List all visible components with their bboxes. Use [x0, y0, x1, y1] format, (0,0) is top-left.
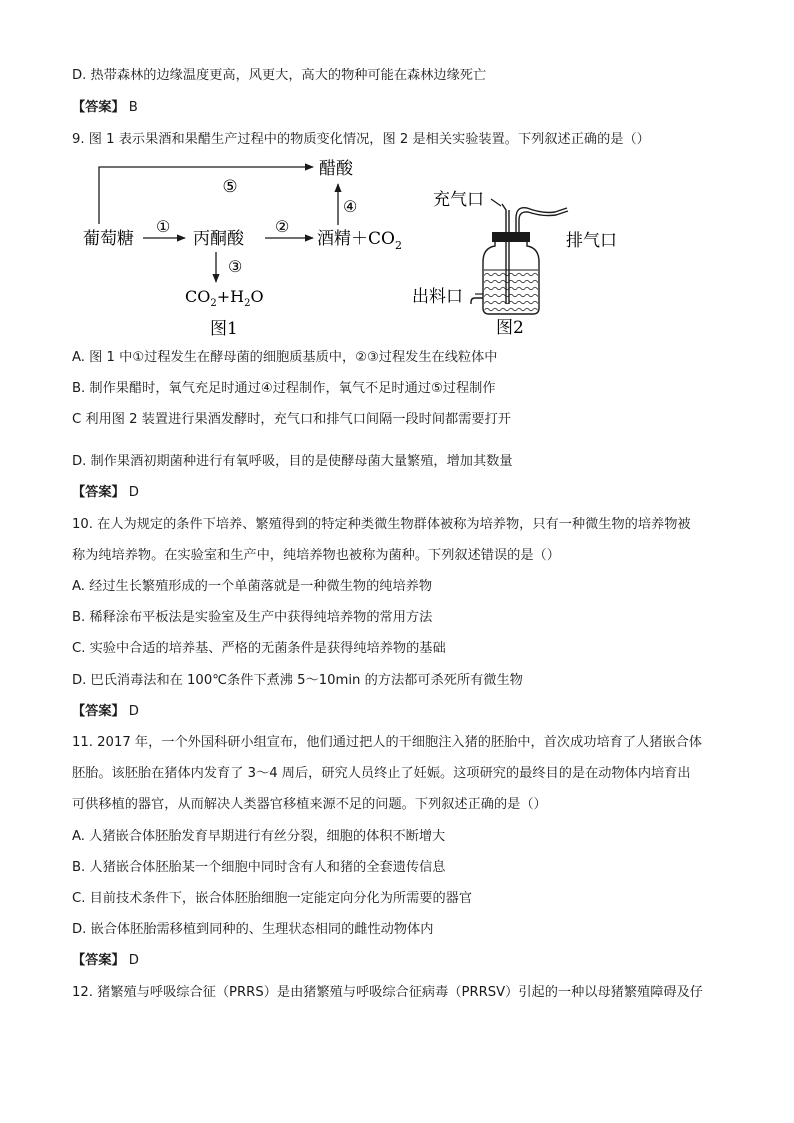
q9-stem: 9. 图 1 表示果酒和果醋生产过程中的物质变化情况，图 2 是相关实验装置。下列叙述正确的是（） — [72, 132, 650, 147]
step1-label: ① — [156, 217, 171, 236]
q11-stem-line-1: 11. 2017 年，一个外国科研小组宣布，他们通过把人的干细胞注入猪的胚胎中，首次成功培育了人猪嵌合体 — [72, 735, 702, 750]
step3-label: ③ — [228, 257, 243, 276]
answer-label: 【答案】 — [72, 100, 125, 115]
alcohol-co2-label: 酒精$+CO_2$ — [317, 229, 402, 252]
answer-value: B — [128, 100, 138, 115]
q10-stem-line-2: 称为纯培养物。在实验室和生产中，纯培养物也被称为菌种。下列叙述错误的是（） — [72, 548, 560, 563]
figure-2-apparatus — [405, 180, 665, 346]
answer-label: 【答案】 — [72, 485, 125, 500]
figure-2-caption: 图2 — [496, 318, 524, 338]
arrow-step5 — [99, 167, 313, 224]
q9-option-a: A. 图 1 中①过程发生在酵母菌的细胞质基质中，②③过程发生在线粒体中 — [72, 350, 498, 365]
inlet-label: 充气口 — [433, 190, 484, 210]
answer-label: 【答案】 — [72, 953, 125, 968]
q11-stem-line-3: 可供移植的器官，从而解决人类器官移植来源不足的问题。下列叙述正确的是（） — [72, 797, 547, 812]
answer-label: 【答案】 — [72, 704, 125, 719]
q10-option-a: A. 经过生长繁殖形成的一个单菌落就是一种微生物的纯培养物 — [72, 579, 433, 594]
q11-option-c: C. 目前技术条件下，嵌合体胚胎细胞一定能定向分化为所需要的器官 — [72, 891, 473, 906]
step4-label: ④ — [343, 197, 358, 216]
figure-1-pathway — [75, 152, 425, 344]
q11-option-b: B. 人猪嵌合体胚胎某一个细胞中同时含有人和猪的全套遗传信息 — [72, 860, 446, 875]
glucose-label: 葡萄糖 — [83, 229, 134, 249]
outlet-spout — [471, 298, 483, 304]
q10-answer — [72, 702, 139, 722]
q11-option-a: A. 人猪嵌合体胚胎发育早期进行有丝分裂，细胞的体积不断增大 — [72, 829, 446, 844]
q11-answer — [72, 951, 139, 971]
figure-1-caption: 图1 — [210, 319, 238, 339]
answer-value: D — [128, 704, 139, 719]
q11-stem-line-2: 胚胎。该胚胎在猪体内发育了 3～4 周后，研究人员终止了妊娠。这项研究的最终目的是在动物体内培育出 — [72, 766, 691, 781]
q10-option-d: D. 巴氏消毒法和在 100℃条件下煮沸 5～10min 的方法都可杀死所有微生物 — [72, 673, 523, 688]
stopper — [492, 232, 530, 242]
exhaust-label: 排气口 — [566, 231, 617, 251]
q11-option-d: D. 嵌合体胚胎需移植到同种的、生理状态相同的雌性动物体内 — [72, 922, 434, 937]
q9-answer — [72, 483, 139, 503]
q10-option-c: C. 实验中合适的培养基、严格的无菌条件是获得纯培养物的基础 — [72, 641, 446, 656]
acetic-acid-label: 醋酸 — [319, 159, 353, 179]
q10-stem-line-1: 10. 在人为规定的条件下培养、繁殖得到的特定种类微生物群体被称为培养物，只有一种微生物的培养物被 — [72, 517, 691, 532]
prev-option-d: D. 热带森林的边缘温度更高，风更大，高大的物种可能在森林边缘死亡 — [72, 68, 487, 83]
q12-stem-line-1: 12. 猪繁殖与呼吸综合征（PRRS）是由猪繁殖与呼吸综合征病毒（PRRSV）引起的一种以母猪繁殖障碍及仔 — [72, 985, 703, 1000]
q9-option-c: C 利用图 2 装置进行果酒发酵时，充气口和排气口间隔一段时间都需要打开 — [72, 412, 511, 427]
answer-value: D — [128, 485, 139, 500]
q9-option-b: B. 制作果醋时，氧气充足时通过④过程制作，氧气不足时通过⑤过程制作 — [72, 381, 496, 396]
co2-h2o-label: $CO_2+H_2O$ — [185, 287, 264, 309]
prev-answer — [72, 98, 138, 118]
q9-option-d: D. 制作果酒初期菌种进行有氧呼吸，目的是使酵母菌大量繁殖，增加其数量 — [72, 454, 513, 469]
inlet-pointer — [491, 199, 501, 206]
step2-label: ② — [275, 217, 290, 236]
pyruvate-label: 丙酮酸 — [193, 229, 244, 249]
liquid — [484, 270, 538, 313]
outlet-label: 出料口 — [412, 287, 463, 307]
answer-value: D — [128, 953, 139, 968]
step5-label: ⑤ — [222, 177, 238, 197]
q10-option-b: B. 稀释涂布平板法是实验室及生产中获得纯培养物的常用方法 — [72, 610, 433, 625]
